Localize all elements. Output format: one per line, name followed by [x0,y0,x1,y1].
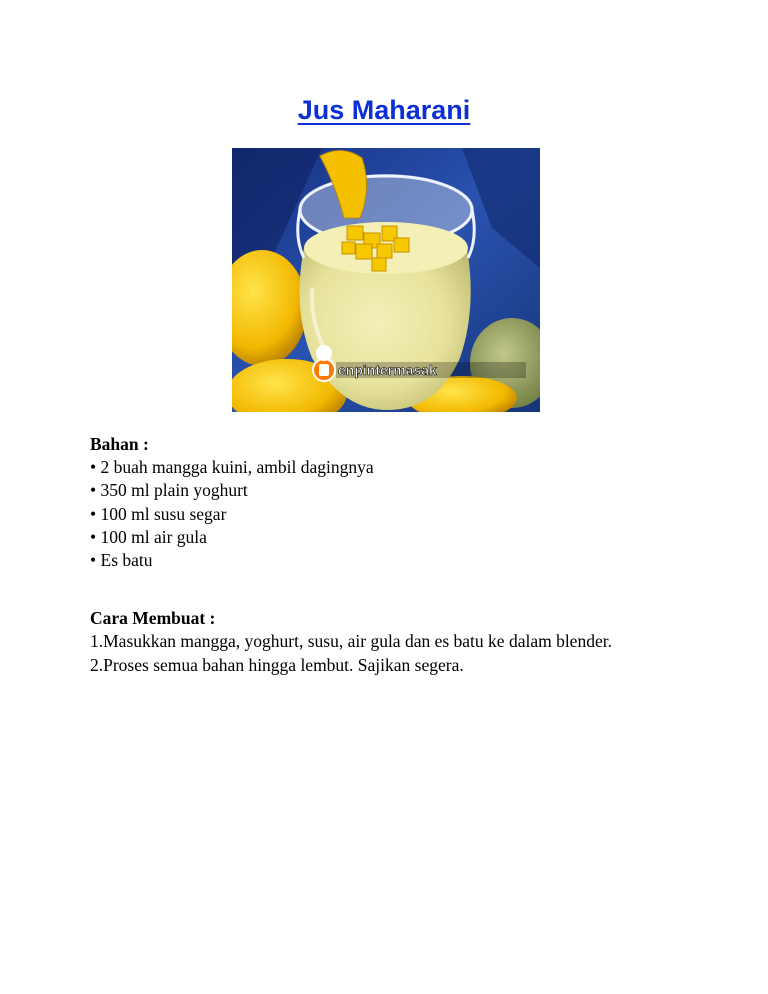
photo-watermark: enpintermasak [338,362,437,378]
mango-smoothie-photo [232,148,540,412]
method-step: 1.Masukkan mangga, yoghurt, susu, air gula dan es batu ke dalam blender. [90,631,612,652]
method-step: 2.Proses semua bahan hingga lembut. Sajikan segera. [90,654,464,675]
ingredient-item: • Es batu [90,550,153,571]
method-steps [90,630,690,676]
ingredient-item: • 100 ml air gula [90,526,207,547]
recipe-body [90,433,690,677]
ingredients-heading: Bahan : [90,434,149,454]
method-heading: Cara Membuat : [90,608,216,629]
ingredient-item: • 100 ml susu segar [90,503,227,524]
ingredient-item: • 350 ml plain yoghurt [90,480,248,501]
recipe-title[interactable]: Jus Maharani [297,95,471,125]
ingredients-list [90,456,690,572]
ingredient-item: • 2 buah mangga kuini, ambil dagingnya [90,457,374,478]
